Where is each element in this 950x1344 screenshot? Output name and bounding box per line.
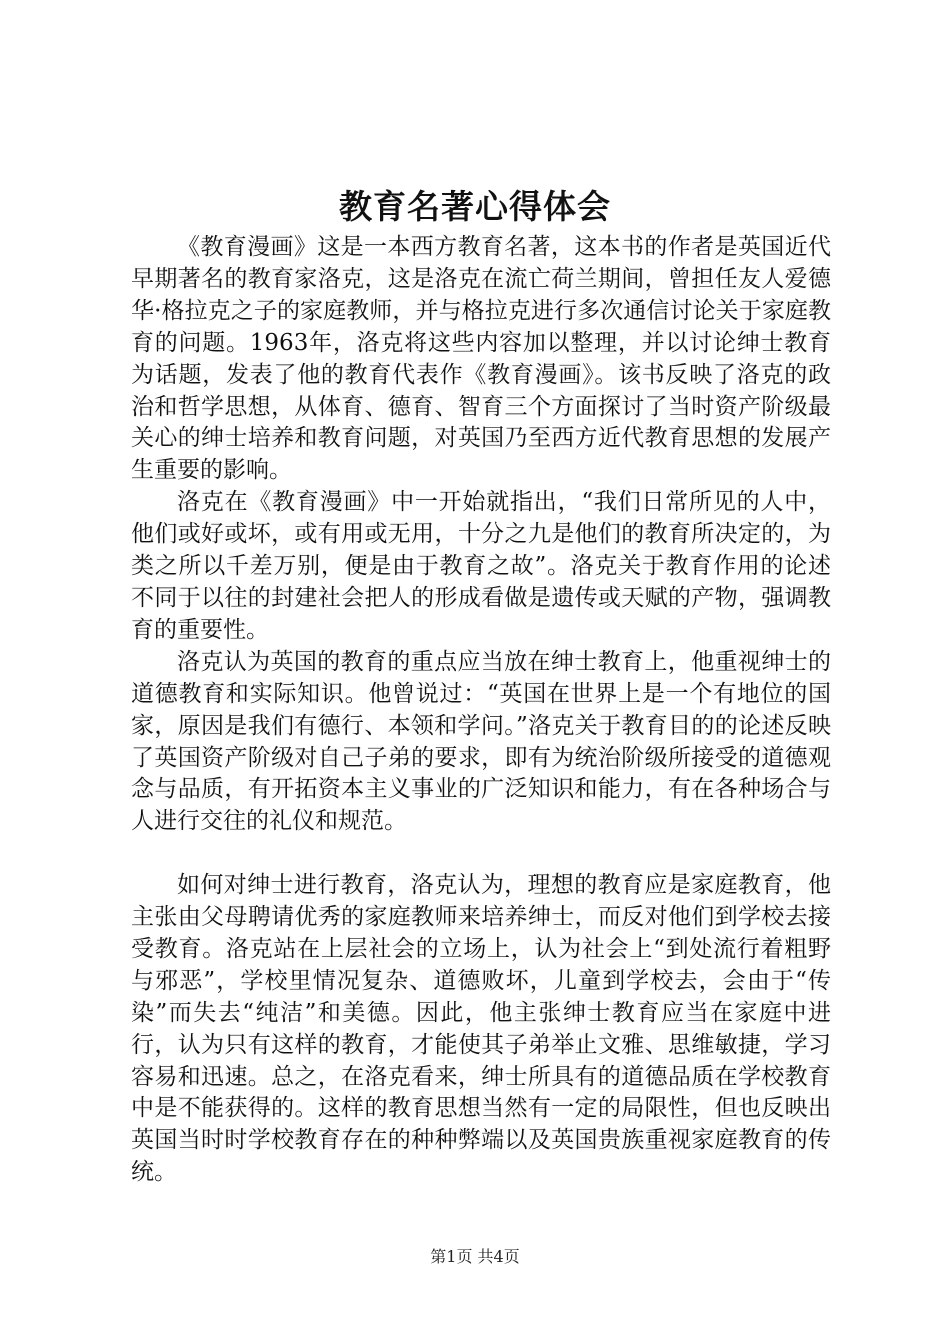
document-title: 教育名著心得体会 <box>339 187 611 226</box>
page-footer: 第1页 共4页 <box>430 1247 520 1266</box>
paragraph-3: 洛克认为英国的教育的重点应当放在绅士教育上，他重视绅士的道德教育和实际知识。他曾说过：“英国在世界上是一个有地位的国家，原因是我们有德行、本领和学问。”洛克关于教育目的的论述反映了英国资产阶级对自己子弟的要求，即有为统治阶级所接受的道德观念与品质，有开拓资本主义事业的广泛知识和能力，有在各种场合与人进行交往的礼仪和规范。 <box>131 648 831 835</box>
paragraph-2: 洛克在《教育漫画》中一开始就指出，“我们日常所见的人中，他们或好或坏，或有用或无用，十分之九是他们的教育所决定的，为类之所以千差万别，便是由于教育之故”。洛克关于教育作用的论述不同于以往的封建社会把人的形成看做是遗传或天赋的产物，强调教育的重要性。 <box>131 489 831 643</box>
paragraph-1: 《教育漫画》这是一本西方教育名著，这本书的作者是英国近代早期著名的教育家洛克，这是洛克在流亡荷兰期间，曾担任友人爱德华·格拉克之子的家庭教师，并与格拉克进行多次通信讨论关于家庭教育的问题。1963年，洛克将这些内容加以整理，并以讨论绅士教育为话题，发表了他的教育代表作《教育漫画》。该书反映了洛克的政治和哲学思想，从体育、德育、智育三个方面探讨了当时资产阶级最关心的绅士培养和教育问题，对英国乃至西方近代教育思想的发展产生重要的影响。 <box>131 234 831 484</box>
paragraph-4: 如何对绅士进行教育，洛克认为，理想的教育应是家庭教育，他主张由父母聘请优秀的家庭教师来培养绅士，而反对他们到学校去接受教育。洛克站在上层社会的立场上，认为社会上“到处流行着粗野与邪恶”，学校里情况复杂、道德败坏，儿童到学校去，会由于“传染”而失去“纯洁”和美德。因此，他主张绅士教育应当在家庭中进行，认为只有这样的教育，才能使其子弟举止文雅、思维敏捷，学习容易和迅速。总之，在洛克看来，绅士所具有的道德品质在学校教育中是不能获得的。这样的教育思想当然有一定的局限性，但也反映出英国当时时学校教育存在的种种弊端以及英国贵族重视家庭教育的传统。 <box>131 872 831 1186</box>
document-body <box>131 232 831 1189</box>
